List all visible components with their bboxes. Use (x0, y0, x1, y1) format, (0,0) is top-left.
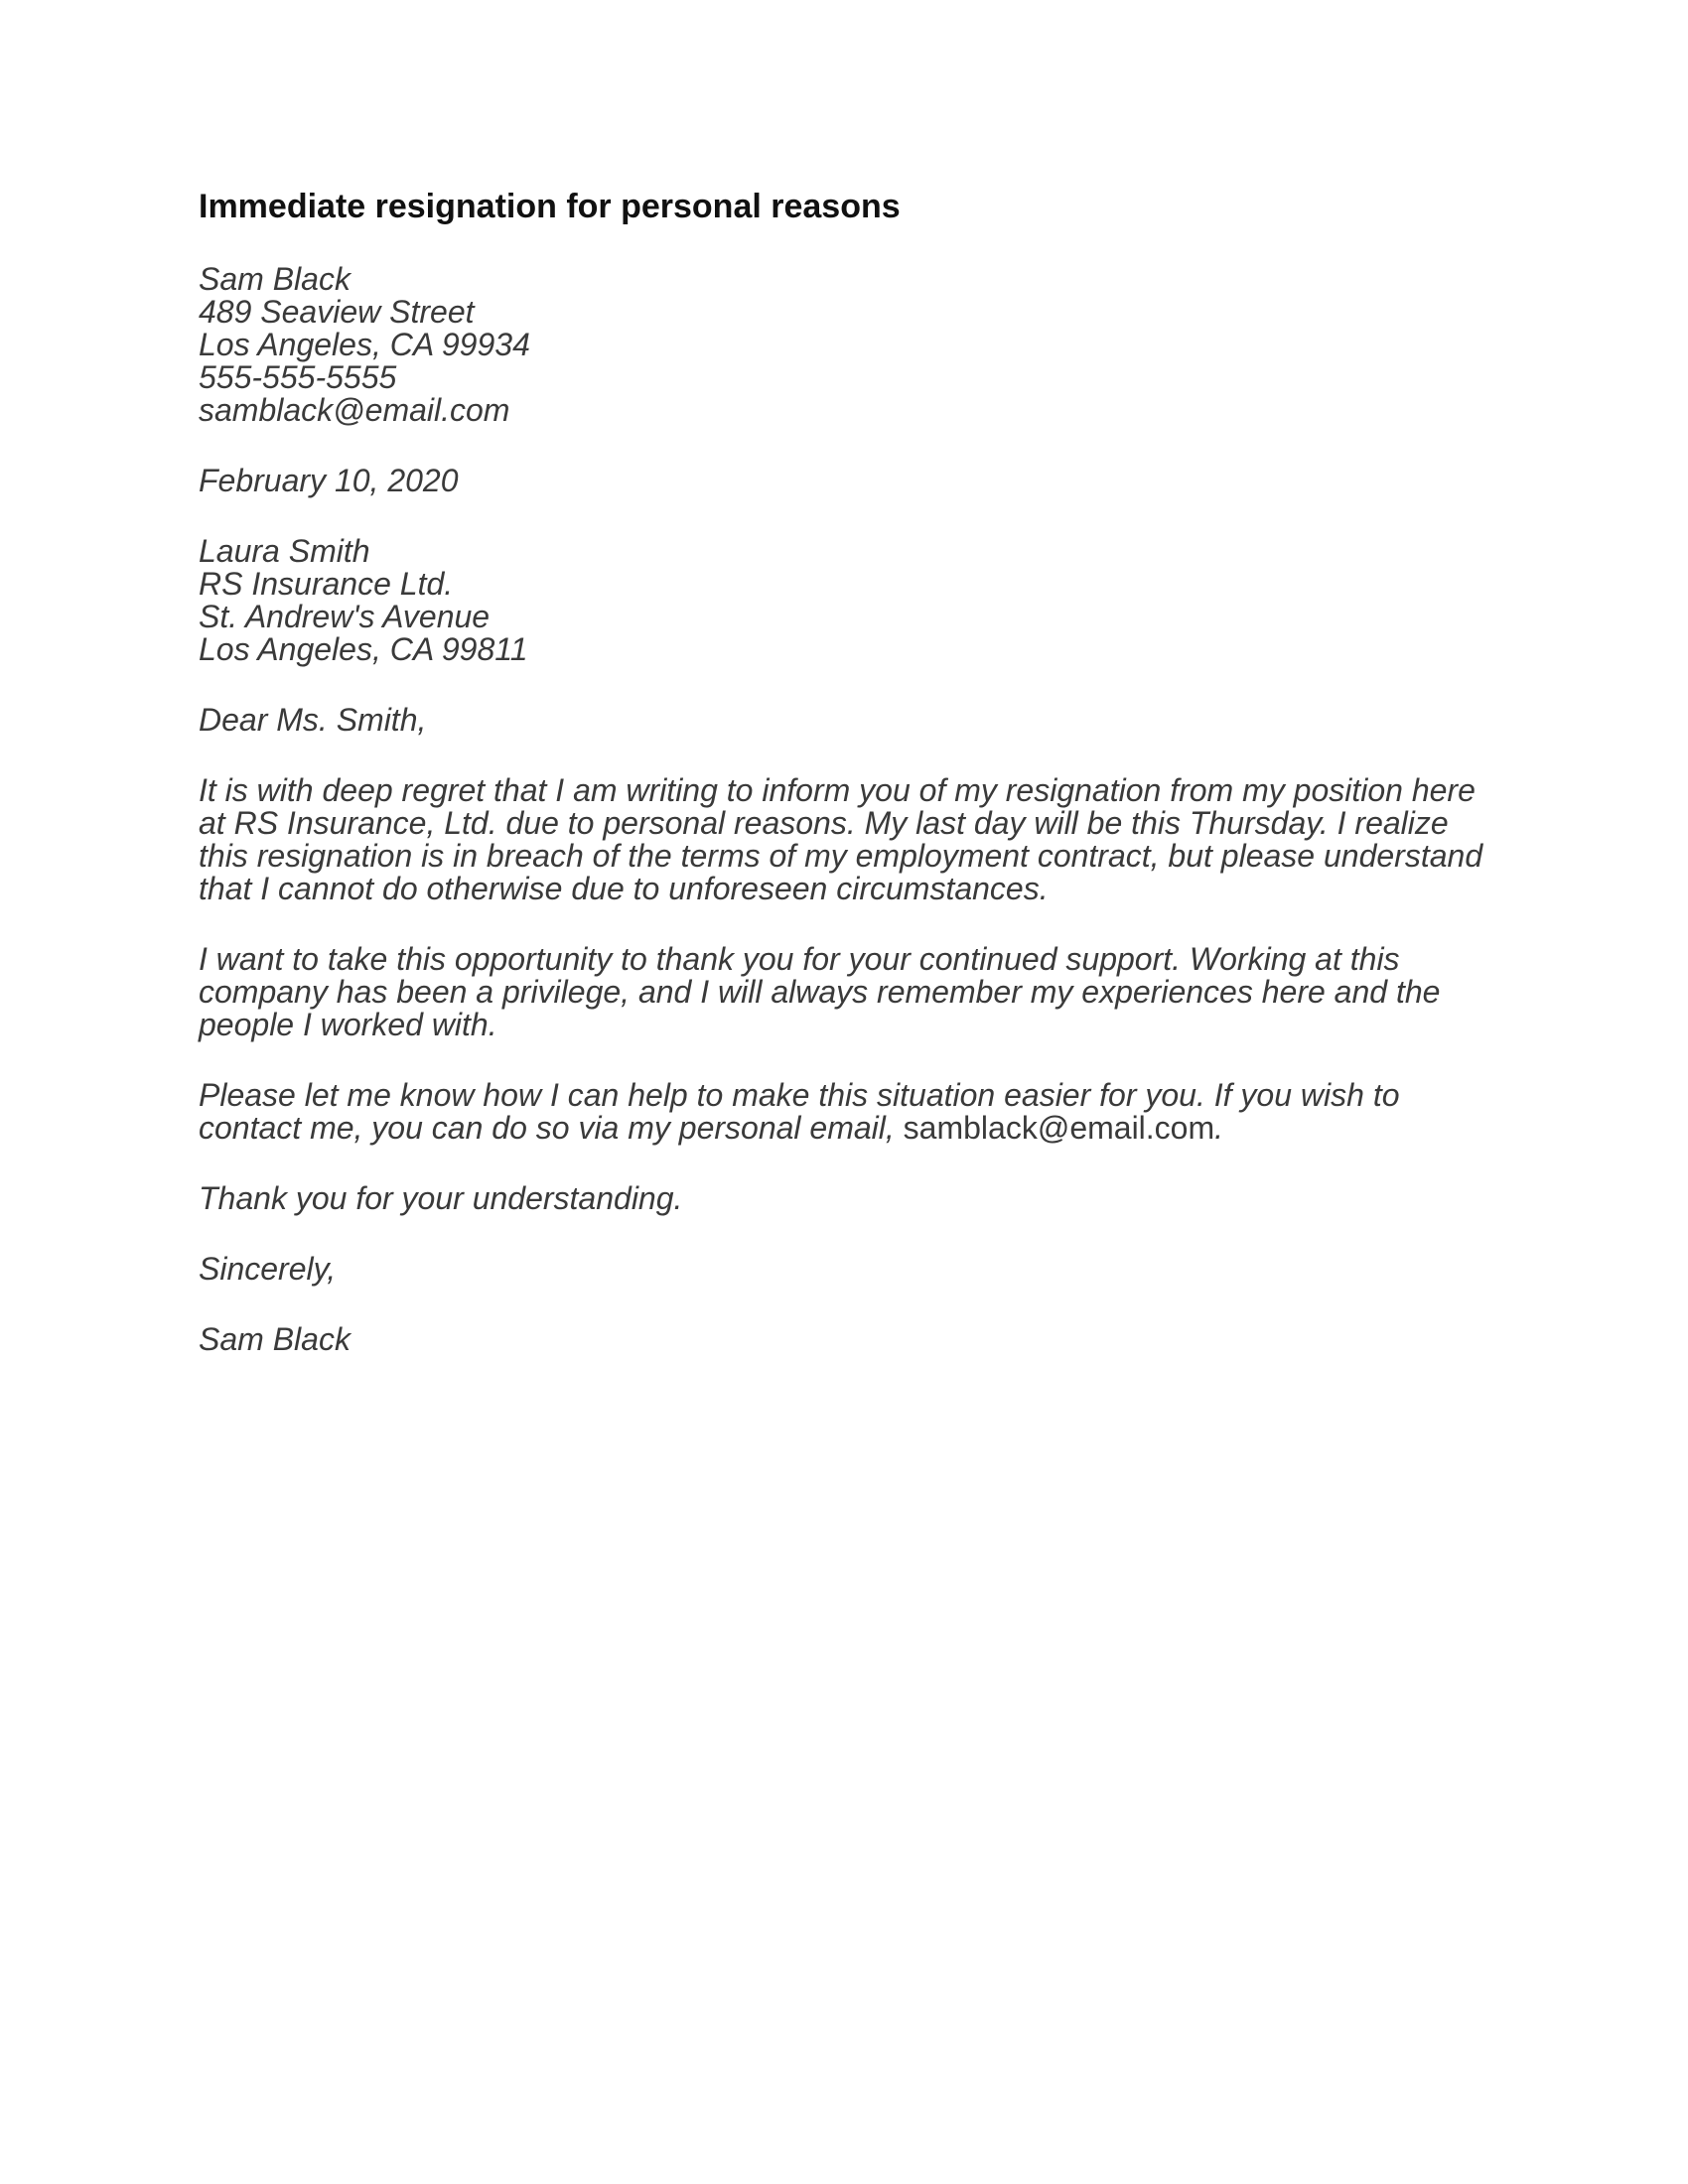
recipient-company: RS Insurance Ltd. (199, 566, 454, 603)
salutation: Dear Ms. Smith, (199, 702, 427, 739)
recipient-address-block (199, 535, 1499, 666)
paragraph-3-end: . (1214, 1110, 1224, 1147)
contact-email: samblack@email.com (903, 1110, 1215, 1147)
signature: Sam Black (199, 1321, 351, 1358)
sender-name: Sam Black (199, 261, 351, 298)
sender-address-block (199, 263, 1499, 427)
date-text: February 10, 2020 (199, 463, 459, 499)
body-paragraph-2: I want to take this opportunity to thank you for your continued support. Working at this company has been a privilege, and I will always remember my experiences here and the people I worked with. (199, 941, 1441, 1043)
recipient-city-line: Los Angeles, CA 99811 (199, 631, 528, 668)
thanks-line: Thank you for your understanding. (199, 1180, 683, 1217)
closing: Sincerely, (199, 1251, 337, 1288)
recipient-street: St. Andrew's Avenue (199, 599, 491, 635)
letter-content (199, 189, 1499, 1394)
recipient-name: Laura Smith (199, 533, 370, 570)
body-paragraph-3 (199, 1079, 1499, 1145)
sender-city-line: Los Angeles, CA 99934 (199, 327, 530, 363)
sender-phone: 555-555-5555 (199, 359, 397, 396)
sender-email: samblack@email.com (199, 392, 510, 429)
body-paragraph-1: It is with deep regret that I am writing to inform you of my resignation from my position here at RS Insurance, Ltd. due to personal reasons. My last day will be this Thursday. I realize this resignation is in breach of the terms of my employment contract, but please understand that I cannot do otherwise due to unforeseen circumstances. (199, 772, 1483, 907)
sender-street: 489 Seaview Street (199, 294, 475, 331)
paragraph-3-text: Please let me know how I can help to make this situation easier for you. If you wish to contact me, you can do so via my personal email, (199, 1077, 1400, 1147)
letter-date (199, 465, 1499, 497)
document-title: Immediate resignation for personal reasons (199, 188, 901, 225)
